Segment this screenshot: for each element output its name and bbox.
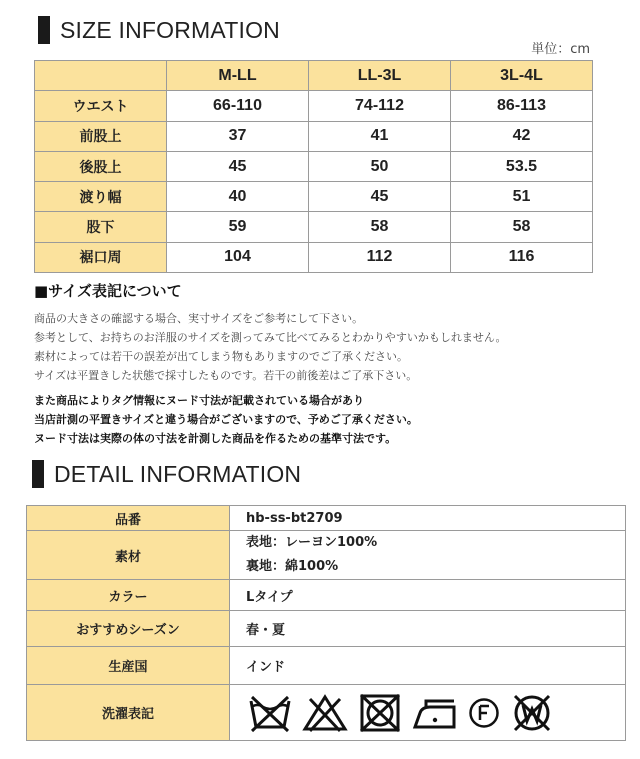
detail-info-heading [32, 460, 301, 488]
unit-note: 単位：cm [531, 42, 590, 57]
row-header: 前股上 [35, 121, 167, 151]
table-row [35, 91, 593, 121]
note-line: サイズは平置きした状態で採寸したものです。若干の前後差はご了承下さい。 [34, 369, 418, 382]
care-icons [246, 693, 625, 733]
table-cell: 116 [451, 242, 593, 272]
table-cell: 45 [309, 182, 451, 212]
row-header: ウエスト [35, 91, 167, 121]
table-cell: 59 [167, 212, 309, 242]
table-row [35, 151, 593, 181]
no-tumble-dry-icon [358, 693, 402, 733]
table-cell: 104 [167, 242, 309, 272]
heading-bar [32, 460, 44, 488]
table-cell: 50 [309, 151, 451, 181]
material-outer: 表地：レーヨン100% [246, 535, 378, 550]
detail-label: カラー [27, 580, 230, 611]
detail-row-product-code [27, 506, 626, 531]
size-table [34, 60, 593, 273]
no-bleach-icon [302, 693, 348, 733]
table-cell: 41 [309, 121, 451, 151]
note-line: 参考として、お持ちのお洋服のサイズを測ってみて比べてみるとわかりやすいかもしれません。 [34, 331, 507, 344]
note-bold-line: また商品によりタグ情報にヌード寸法が記載されている場合があり [34, 394, 364, 407]
table-cell: 112 [309, 242, 451, 272]
detail-row-origin [27, 647, 626, 685]
size-info-heading [38, 16, 280, 44]
table-cell: 66-110 [167, 91, 309, 121]
note-bold-line: ヌード寸法は実際の体の寸法を計測した商品を作るための基準寸法です。 [34, 432, 397, 445]
care-icons-cell [230, 685, 626, 741]
table-cell: 86-113 [451, 91, 593, 121]
hand-wash-prohibited-icon [248, 693, 292, 733]
size-table-corner [35, 61, 167, 91]
table-cell: 74-112 [309, 91, 451, 121]
size-notes-title: ■サイズ表記について [34, 282, 182, 300]
detail-row-color [27, 580, 626, 611]
detail-label: 生産国 [27, 647, 230, 685]
note-line: 商品の大きさの確認する場合、実寸サイズをご参考にして下さい。 [34, 312, 364, 325]
detail-row-season [27, 611, 626, 647]
detail-row-care [27, 685, 626, 741]
table-cell: 42 [451, 121, 593, 151]
detail-value: Lタイプ [230, 580, 626, 611]
size-notes-body [34, 309, 507, 385]
detail-label: 品番 [27, 506, 230, 531]
detail-label: 素材 [27, 531, 230, 580]
detail-label: 洗濯表記 [27, 685, 230, 741]
note-line: 素材によっては若干の誤差が出てしまう物もありますのでご了承ください。 [34, 350, 408, 363]
table-cell: 53.5 [451, 151, 593, 181]
column-header: 3L-4L [451, 61, 593, 91]
heading-bar [38, 16, 50, 44]
detail-label: おすすめシーズン [27, 611, 230, 647]
low-iron-icon [412, 693, 458, 733]
column-header: LL-3L [309, 61, 451, 91]
detail-row-material [27, 531, 626, 580]
no-wet-clean-icon [510, 693, 554, 733]
material-lining: 裏地：綿100% [246, 559, 339, 574]
size-table-header-row [35, 61, 593, 91]
detail-table [26, 505, 626, 741]
table-cell: 58 [309, 212, 451, 242]
table-row [35, 182, 593, 212]
detail-value: 春・夏 [230, 611, 626, 647]
row-header: 渡り幅 [35, 182, 167, 212]
table-row [35, 121, 593, 151]
detail-value: インド [230, 647, 626, 685]
table-cell: 45 [167, 151, 309, 181]
note-bold-line: 当店計測の平置きサイズと違う場合がございますので、予めご了承ください。 [34, 413, 418, 426]
size-notes-bold [34, 391, 418, 448]
table-cell: 51 [451, 182, 593, 212]
row-header: 股下 [35, 212, 167, 242]
size-info-title: SIZE INFORMATION [60, 16, 280, 43]
row-header: 後股上 [35, 151, 167, 181]
detail-info-title: DETAIL INFORMATION [54, 460, 302, 487]
table-row [35, 212, 593, 242]
table-cell: 37 [167, 121, 309, 151]
column-header: M-LL [167, 61, 309, 91]
detail-value [230, 531, 626, 580]
detail-value: hb-ss-bt2709 [230, 506, 626, 531]
table-cell: 40 [167, 182, 309, 212]
table-row [35, 242, 593, 272]
row-header: 裾口周 [35, 242, 167, 272]
table-cell: 58 [451, 212, 593, 242]
dry-clean-f-icon [468, 697, 500, 729]
